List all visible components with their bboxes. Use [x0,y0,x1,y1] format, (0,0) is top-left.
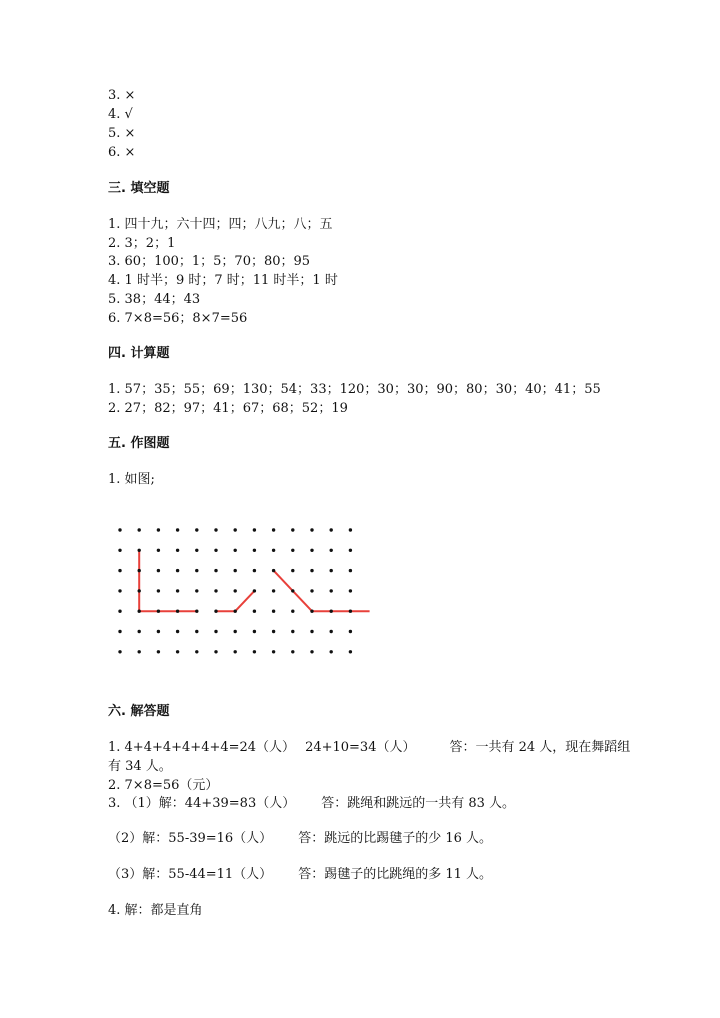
grid-dot [253,650,256,653]
grid-dot [330,528,333,531]
solve-q3-1-line [108,795,515,813]
grid-dot [214,589,217,592]
grid-dot [234,589,237,592]
solve-q3-3-eq: （3）解：55-44=11（人） [108,867,273,882]
fill-item-5: 5. 38；44；43 [108,292,201,307]
solve-q1-answer-cont: 有 34 人。 [108,759,172,774]
solve-q3-2-answer: 答：跳远的比踢毽子的少 16 人。 [298,831,492,846]
grid-dot [330,630,333,633]
grid-dot [176,569,179,572]
drawn-figure-2 [216,591,254,611]
grid-dot [138,528,141,531]
solve-q1-eq1: 1. 4+4+4+4+4+4=24（人） [108,740,296,755]
grid-dot [176,589,179,592]
grid-dot [234,549,237,552]
grid-dot [330,569,333,572]
grid-dot [272,650,275,653]
grid-dot [214,610,217,613]
grid-dot [157,528,160,531]
grid-dot [310,650,313,653]
judge-item-5: 5. × [108,126,136,141]
grid-dot [234,610,237,613]
grid-dot [195,549,198,552]
grid-dot [253,610,256,613]
solve-q2: 2. 7×8=56（元） [108,778,219,793]
grid-dot [214,528,217,531]
grid-dot [157,630,160,633]
grid-dot [349,549,352,552]
grid-dot [138,589,141,592]
grid-dot [157,589,160,592]
grid-dot [253,569,256,572]
grid-dot [195,630,198,633]
solve-q3-2-eq: （2）解：55-39=16（人） [108,831,273,846]
grid-dot [118,528,121,531]
grid-dot [176,549,179,552]
grid-dot [330,549,333,552]
grid-dot [195,610,198,613]
grid-dot [253,630,256,633]
grid-dot [234,528,237,531]
grid-dot [272,610,275,613]
grid-dot [138,569,141,572]
grid-dot [310,528,313,531]
grid-dot [310,610,313,613]
fill-item-4: 4. 1 时半；9 时；7 时；11 时半；1 时 [108,273,338,288]
grid-dot [310,569,313,572]
grid-dot [349,569,352,572]
solve-q1-line [108,739,630,757]
solve-q4: 4. 解：都是直角 [108,903,203,918]
grid-dot [349,528,352,531]
grid-dot [176,630,179,633]
grid-dot [195,589,198,592]
fill-item-1: 1. 四十九；六十四；四；八九；八；五 [108,217,333,232]
grid-dot [157,549,160,552]
grid-dot [157,569,160,572]
grid-dot [349,610,352,613]
grid-dot [234,569,237,572]
grid-dot [291,610,294,613]
grid-dot [176,650,179,653]
grid-dot [330,589,333,592]
judge-item-3: 3. × [108,88,136,103]
calc-item-1: 1. 57；35；55；69；130；54；33；120；30；30；90；80；30；40；41；55 [108,382,601,397]
grid-dot [234,630,237,633]
grid-dot [349,589,352,592]
grid-dot [253,589,256,592]
grid-dot [118,549,121,552]
judge-item-6: 6. × [108,145,136,160]
grid-dot [195,528,198,531]
drawn-figure-3 [274,571,370,612]
grid-dot [272,589,275,592]
grid-dot [253,528,256,531]
grid-dot [214,650,217,653]
grid-dot [118,630,121,633]
grid-dot [349,650,352,653]
grid-dot [291,589,294,592]
solve-q3-3-answer: 答：踢毽子的比跳绳的多 11 人。 [298,867,492,882]
grid-dot [138,549,141,552]
grid-dot [214,549,217,552]
grid-dot [138,650,141,653]
judge-item-4: 4. √ [108,107,133,122]
grid-dot [330,610,333,613]
grid-dot [157,610,160,613]
grid-dot [118,569,121,572]
grid-dot [272,630,275,633]
solve-q1-answer: 答：一共有 24 人，现在舞蹈组 [449,740,631,755]
section-heading-draw: 五. 作图题 [108,436,170,451]
section-heading-calc: 四. 计算题 [108,346,170,361]
solve-q3-3-line [108,866,492,884]
grid-dot [176,610,179,613]
grid-dot [349,630,352,633]
grid-dot [291,650,294,653]
grid-dot [214,569,217,572]
grid-dot [138,610,141,613]
grid-dot [118,610,121,613]
solve-q3-1-answer: 答：跳绳和跳远的一共有 83 人。 [321,796,516,811]
grid-dot [310,630,313,633]
grid-dot [291,569,294,572]
grid-dot [272,528,275,531]
grid-dot [330,650,333,653]
solve-q1-eq2: 24+10=34（人） [305,740,416,755]
section-heading-solve: 六. 解答题 [108,704,170,719]
fill-item-2: 2. 3；2；1 [108,236,176,251]
grid-dot [291,549,294,552]
grid-dot [310,549,313,552]
grid-dot [234,650,237,653]
grid-dot [272,569,275,572]
grid-dot [291,528,294,531]
grid-dot [176,528,179,531]
fill-item-3: 3. 60；100；1；5；70；80；95 [108,254,311,269]
solve-q3-2-line [108,830,492,848]
grid-dot [214,630,217,633]
grid-dot [157,650,160,653]
grid-dot [118,589,121,592]
calc-item-2: 2. 27；82；97；41；67；68；52；19 [108,401,348,416]
grid-dot [195,650,198,653]
grid-dot [272,549,275,552]
grid-dot [195,569,198,572]
draw-item-1: 1. 如图; [108,472,155,487]
drawn-figure-1 [139,550,197,611]
grid-dot [253,549,256,552]
section-heading-fill: 三. 填空题 [108,181,170,196]
grid-dot [291,630,294,633]
grid-dot [138,630,141,633]
fill-item-6: 6. 7×8=56；8×7=56 [108,311,248,326]
grid-dot [310,589,313,592]
solve-q3-1-eq: 3. （1）解：44+39=83（人） [108,796,296,811]
grid-dot [118,650,121,653]
